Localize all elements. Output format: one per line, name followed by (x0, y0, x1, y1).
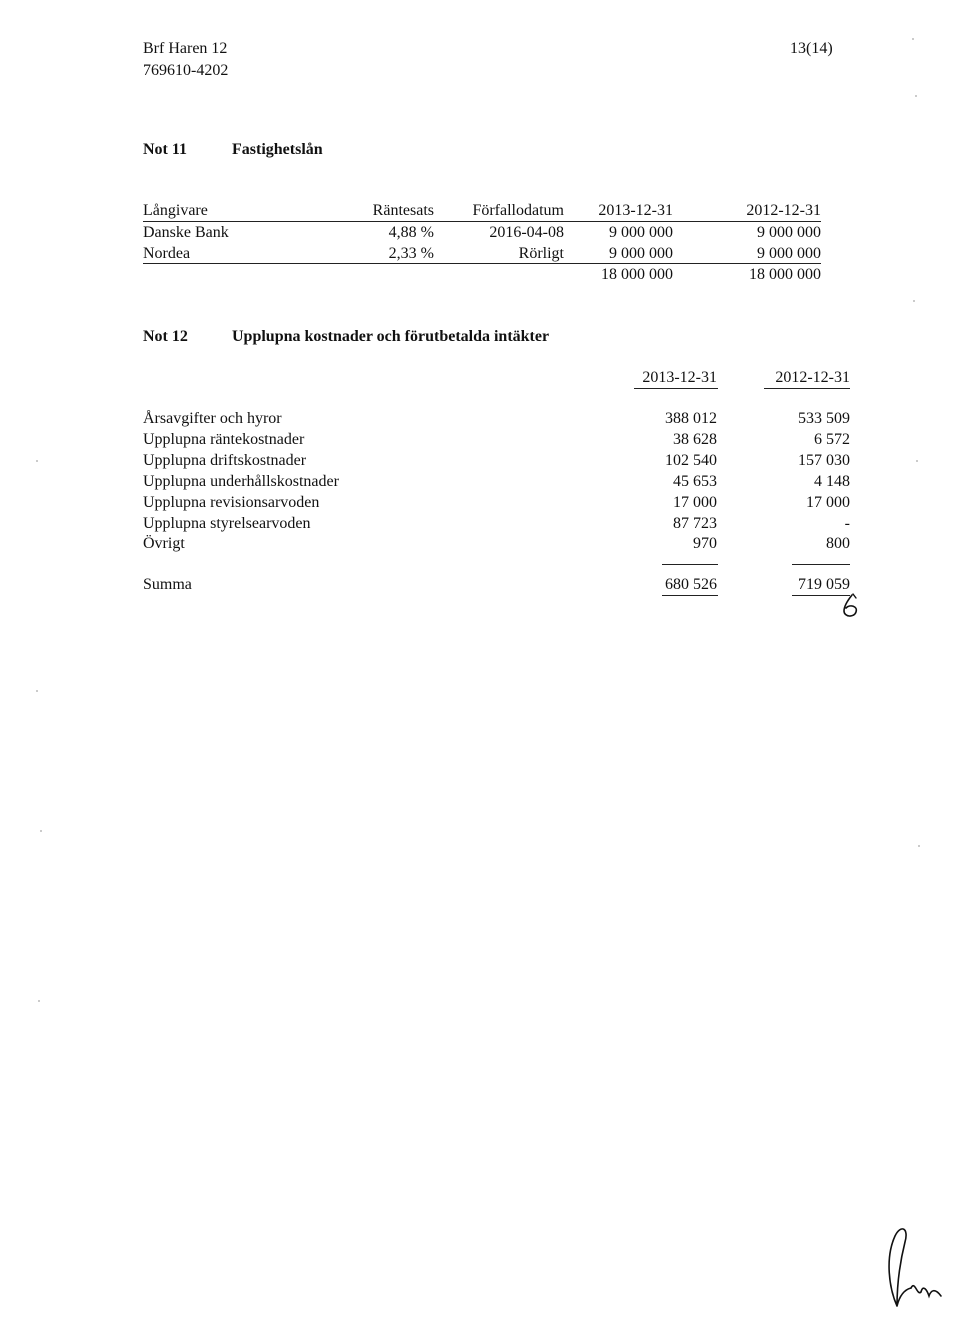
table-row-rate: 4,88 % (388, 224, 434, 241)
sum-2013-underline (662, 595, 718, 596)
table-row-2013: 87 723 (673, 515, 717, 532)
note11-col-maturity: Förfallodatum (472, 202, 564, 219)
scan-speck (915, 95, 917, 97)
table-row-2013: 388 012 (665, 410, 717, 427)
table-row-label: Upplupna styrelsearvoden (143, 515, 311, 532)
scan-speck (36, 460, 38, 462)
table-row-maturity: 2016-04-08 (489, 224, 564, 241)
note11-col-rate: Räntesats (372, 202, 434, 219)
table-row-2013: 38 628 (673, 431, 717, 448)
scan-speck (918, 845, 920, 847)
initials-mark-small (838, 592, 868, 622)
org-name: Brf Haren 12 (143, 40, 228, 57)
table-row-2012: 533 509 (798, 410, 850, 427)
table-row-2013: 9 000 000 (609, 224, 673, 241)
note11-header-rule (143, 221, 821, 222)
note12-title: Upplupna kostnader och förutbetalda intäkter (232, 328, 550, 345)
note12-col-2012-rule (764, 388, 850, 389)
table-row-2012: 17 000 (806, 494, 850, 511)
table-row-2012: 4 148 (814, 473, 850, 490)
table-row-2012: - (844, 515, 850, 532)
scan-speck (36, 690, 38, 692)
scan-speck (40, 830, 42, 832)
table-row-2012: 157 030 (798, 452, 850, 469)
table-row-2013: 17 000 (673, 494, 717, 511)
sum-rule-2013 (662, 564, 718, 565)
table-row-2012: 9 000 000 (757, 224, 821, 241)
scan-speck (38, 1000, 40, 1002)
signature-initials (875, 1218, 955, 1318)
table-row-label: Upplupna driftskostnader (143, 452, 307, 469)
table-row-2012: 6 572 (814, 431, 850, 448)
scan-speck (916, 460, 918, 462)
table-row-label: Upplupna underhållskostnader (143, 473, 339, 490)
table-row-maturity: Rörligt (518, 245, 564, 262)
table-row-2012: 9 000 000 (757, 245, 821, 262)
note11-title: Fastighetslån (232, 141, 323, 158)
table-row-rate: 2,33 % (388, 245, 434, 262)
note11-col-lender: Långivare (143, 202, 208, 219)
sum-2013: 680 526 (665, 576, 717, 593)
table-row-label: Årsavgifter och hyror (143, 410, 282, 427)
note11-col-2013: 2013-12-31 (598, 202, 673, 219)
table-row-2013: 970 (693, 535, 717, 552)
note11-rows-rule (143, 263, 821, 264)
table-row-label: Upplupna räntekostnader (143, 431, 305, 448)
sum-rule-2012 (792, 564, 850, 565)
table-row-2013: 45 653 (673, 473, 717, 490)
note12-col-2013: 2013-12-31 (642, 369, 717, 386)
table-row-2012: 800 (826, 535, 850, 552)
table-row-lender: Danske Bank (143, 224, 229, 241)
page-number: 13(14) (790, 40, 833, 57)
note11-total-2012: 18 000 000 (749, 266, 821, 283)
table-row-2013: 102 540 (665, 452, 717, 469)
note12-col-2012: 2012-12-31 (775, 369, 850, 386)
org-number: 769610-4202 (143, 62, 229, 79)
note11-col-2012: 2012-12-31 (746, 202, 821, 219)
sum-label: Summa (143, 576, 192, 593)
table-row-lender: Nordea (143, 245, 191, 262)
scan-speck (913, 300, 915, 302)
note12-col-2013-rule (634, 388, 718, 389)
table-row-label: Övrigt (143, 535, 185, 552)
table-row-label: Upplupna revisionsarvoden (143, 494, 320, 511)
note12-number: Not 12 (143, 328, 188, 345)
note11-number: Not 11 (143, 141, 187, 158)
sum-2012: 719 059 (798, 576, 850, 593)
scan-speck (912, 38, 914, 40)
table-row-2013: 9 000 000 (609, 245, 673, 262)
note11-total-2013: 18 000 000 (601, 266, 673, 283)
